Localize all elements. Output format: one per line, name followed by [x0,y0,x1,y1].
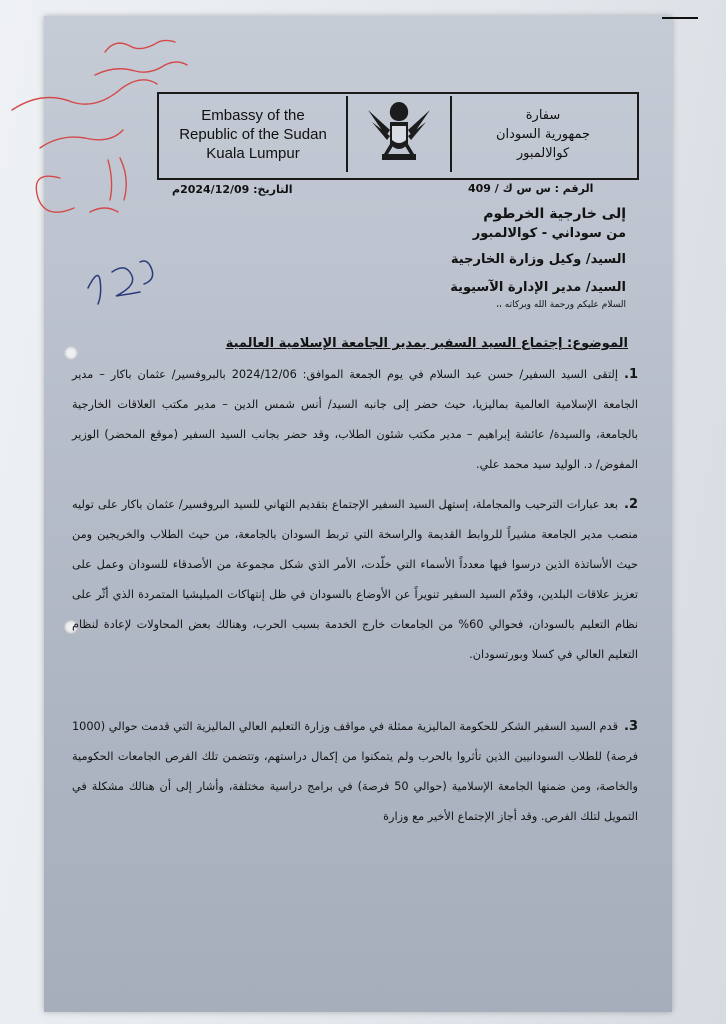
paragraph-3 [72,712,638,832]
embassy-name-line-3: Kuala Lumpur [206,144,300,162]
letterhead-english [160,96,348,172]
letter-date: التاريخ: 2024/12/09م [172,183,293,196]
embassy-ar-line-3: كوالالمبور [516,145,570,161]
addressee-from: إلى خارجية الخرطوم [483,206,626,222]
reference-number: الرقم : س س ك / 409 [468,182,594,195]
paragraph-number: 3. [624,719,638,734]
paragraph-text: بعد عبارات الترحيب والمجاملة، إستهل السيد السفير الإجتماع بتقديم التهاني للسيد البروفسير/ عثمان باكار على توليه منصب مدير الجامعة مشيراً للروابط القديمة والراسخة التي تربط السودان بالجامعة، من حيث الطلاب والخريجين ومن حيث الأساتذة الذين درسوا فيها معدداً الأسماء التي خلّدت، الأمر الذي شكل مجموعة من الأصدقاء للسودان وعمل على تعزيز علاقات البلدين، وقدّم السيد السفير تنويراً عن الأوضاع بالسودان في ظل إنتهاكات الميليشيا المتمردة الذي أثّر على نظام التعليم بالسودان، فحوالي 60% من الجامعات خارج الخدمة بسبب الحرب، وهنالك بعض المحاولات لإعادة لنظام التعليم العالي في كسلا وبورتسودان. [72,498,638,661]
embassy-ar-line-2: جمهورية السودان [495,126,591,142]
embassy-name-line-1: Embassy of the [201,106,305,124]
paragraph-number: 2. [624,497,638,512]
subject-line: الموضوع: إجتماع السيد السفير بمدير الجامعة الإسلامية العالمية [225,336,628,351]
addressee-asian-dept: السيد/ مدير الإدارة الآسيوية [450,280,626,295]
addressee-to: من سوداني - كوالالمبور [472,226,626,241]
paragraph-text: قدم السيد السفير الشكر للحكومة الماليزية ممثلة في مواقف وزارة التعليم العالي الماليزية التي قدمت حوالي (1000 فرصة) للطلاب السودانيين الذين تأثروا بالحرب ولم يتمكنوا من إكمال دراستهم، وتتضمن تلك الفرص الجامعات الحكومية والخاصة، ومن ضمنها الجامعة الإسلامية (حوالي 50 فرصة) في برامج دراسية مختلفة، وأشار إلى أن هنالك مشكلة في التمويل لتلك الفرص. وقد أجاز الإجتماع الأخير مع وزارة [72,720,638,823]
addressee-undersecretary: السيد/ وكيل وزارة الخارجية [450,252,626,267]
greeting: السلام عليكم ورحمة الله وبركاته ،، [496,300,626,310]
embassy-ar-line-1: سفارة [525,107,561,123]
paragraph-number: 1. [624,367,638,382]
paragraph-text: إلتقى السيد السفير/ حسن عبد السلام في يوم الجمعة الموافق: 2024/12/06 بالبروفسير/ عثمان باكار – مدير الجامعة الإسلامية العالمية بماليزيا، حيث حضر إلى جانبه السيد/ أنس شمس الدين – مدير مكتب العلاقات الخارجية بالجامعة، والسيدة/ عائشة إبراهيم – مدير مكتب شئون الطلاب، وقد حضر بجانب السيد السفير (موقع المحضر) الوزير المفوض/ د. الوليد سيد محمد علي. [72,368,638,471]
sudan-emblem-icon [360,96,438,172]
embassy-name-line-2: Republic of the Sudan [179,125,327,143]
paragraph-1 [72,360,638,480]
letterhead-arabic [450,96,634,172]
paragraph-2 [72,490,638,670]
